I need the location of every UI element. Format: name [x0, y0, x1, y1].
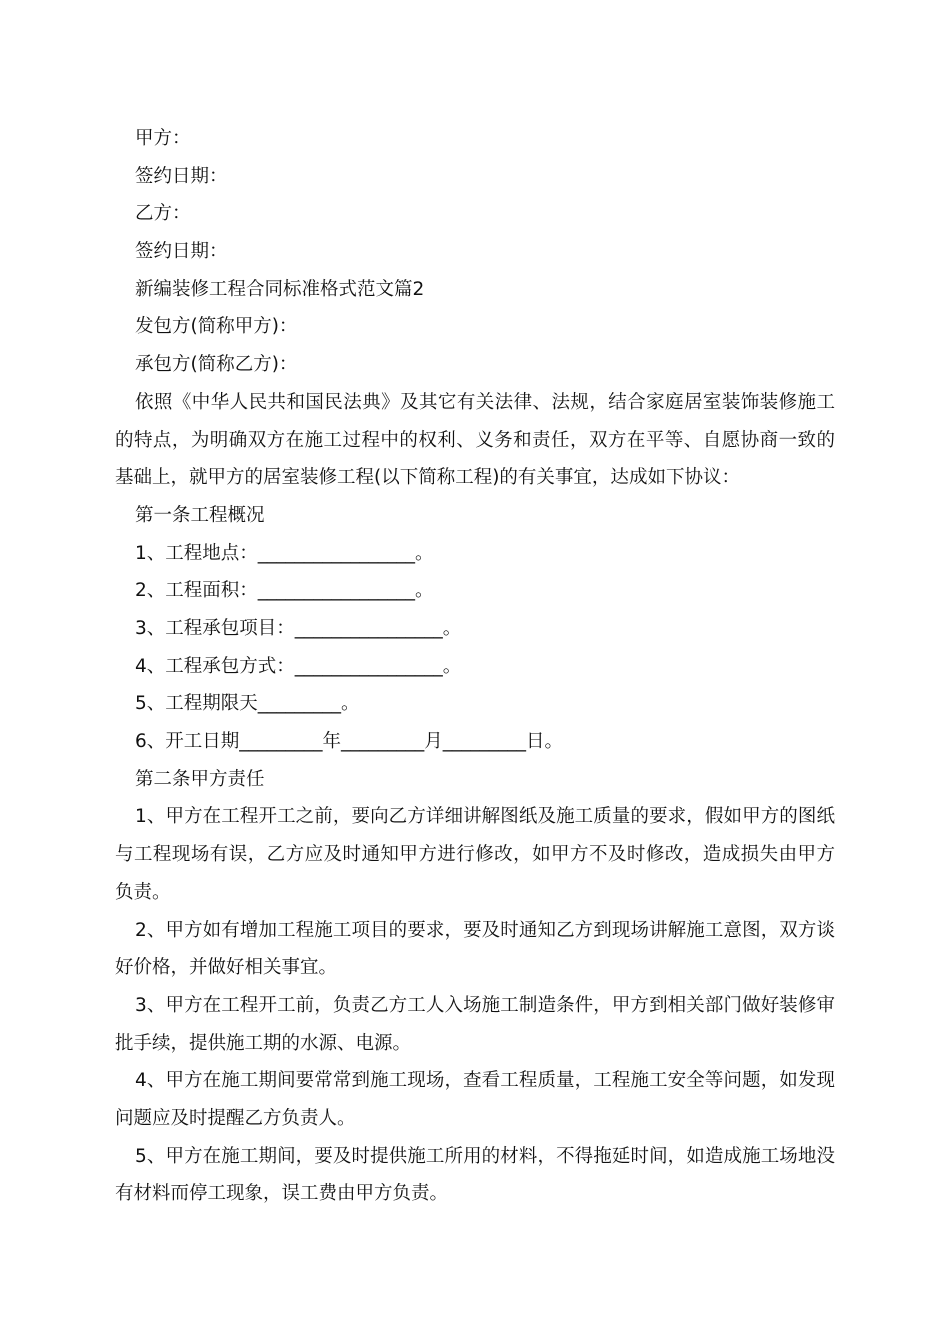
sign-date-line: 签约日期：: [135, 165, 228, 187]
party-b-line: 乙方：: [135, 203, 191, 225]
intro-paragraph: 依照《中华人民共和国民法典》及其它有关法律、法规，结合家庭居室装饰装修施工的特点，为明确双方在施工过程中的权利、义务和责任，双方在平等、自愿协商一致的基础上，就甲方的居室装修工程(以下简称工程)的有关事宜，达成如下协议：: [115, 391, 835, 489]
article-2-paragraph: 3、甲方在工程开工前，负责乙方工人入场施工制造条件，甲方到相关部门做好装修审批手续，提供施工期的水源、电源。: [115, 994, 835, 1054]
article-1-item: 3、工程承包项目：________________。: [135, 617, 462, 639]
article-2-paragraph: 4、甲方在施工期间要常常到施工现场，查看工程质量，工程施工安全等问题，如发现问题应及时提醒乙方负责人。: [115, 1070, 835, 1130]
article-2-paragraph: 1、甲方在工程开工之前，要向乙方详细讲解图纸及施工质量的要求，假如甲方的图纸与工程现场有误，乙方应及时通知甲方进行修改，如甲方不及时修改，造成损失由甲方负责。: [115, 806, 835, 903]
article-1-item: 5、工程期限天_________。: [135, 693, 360, 715]
article-2-title: 第二条甲方责任: [135, 768, 265, 790]
article-1-item: 4、工程承包方式：________________。: [135, 655, 462, 677]
document-body: [115, 120, 835, 1213]
article-1-item: 2、工程面积：_________________。: [135, 580, 434, 602]
article-2-paragraph: 2、甲方如有增加工程施工项目的要求，要及时通知乙方到现场讲解施工意图，双方谈好价格，并做好相关事宜。: [115, 919, 835, 979]
contractor-line: 承包方(简称乙方)：: [135, 354, 298, 376]
employer-line: 发包方(简称甲方)：: [135, 316, 298, 338]
sign-date-line: 签约日期：: [135, 241, 228, 263]
section-title: 新编装修工程合同标准格式范文篇2: [135, 278, 425, 300]
article-1-item: 1、工程地点：_________________。: [135, 542, 434, 564]
article-1-title: 第一条工程概况: [135, 504, 265, 526]
article-2-paragraph: 5、甲方在施工期间，要及时提供施工所用的材料，不得拖延时间，如造成施工场地没有材料而停工现象，误工费由甲方负责。: [115, 1145, 835, 1205]
party-a-line: 甲方：: [135, 128, 191, 149]
article-1-item: 6、开工日期_________年_________月_________日。: [135, 731, 564, 753]
